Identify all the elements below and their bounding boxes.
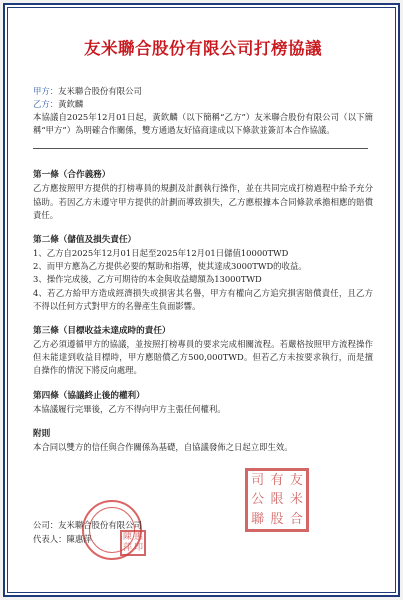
signature-rep-label: 代表人： bbox=[33, 534, 67, 544]
signature-block bbox=[33, 518, 142, 546]
appendix-text: 本合同以雙方的信任與合作關係為基礎，自協議發佈之日起立即生效。 bbox=[33, 441, 293, 452]
seal-char: 限 bbox=[270, 492, 284, 508]
party-a-label: 甲方： bbox=[33, 86, 59, 96]
section-1-text: 乙方應按照甲方提供的打榜專員的規劃及計劃執行操作，並在共同完成打榜過程中給予充分協助。若因乙方未遵守甲方提供的計劃而導致損失，乙方應根據本合同條款承擔相應的賠償責任。 bbox=[33, 183, 373, 220]
party-b-value: 黃欽麟 bbox=[58, 99, 84, 109]
seal-char: 有 bbox=[270, 473, 284, 489]
party-a bbox=[33, 85, 373, 98]
appendix-heading: 附則 bbox=[33, 428, 51, 439]
section-4-text: 本協議履行完畢後，乙方不得向甲方主張任何權利。 bbox=[33, 403, 226, 414]
party-a-value: 友米聯合股份有限公司 bbox=[58, 86, 142, 96]
section-2-heading: 第二條（儲值及損失責任） bbox=[33, 235, 137, 246]
section-1-heading: 第一條（合作義務） bbox=[33, 170, 111, 181]
section-2-item-2: 2、而甲方應為乙方提供必要的幫助和指導，使其達成3000TWD的收益。 bbox=[33, 261, 307, 272]
section-2-item-1: 1、乙方自2025年12月01日起至2025年12月01日儲值10000TWD bbox=[33, 248, 289, 259]
seal-char: 陳 bbox=[122, 532, 132, 542]
seal-char: 公 bbox=[251, 492, 265, 508]
seal-char: 聯 bbox=[251, 511, 265, 527]
party-b-label: 乙方： bbox=[33, 99, 59, 109]
seal-char: 股 bbox=[270, 511, 284, 527]
seal-char: 惠 bbox=[133, 532, 143, 542]
section-4-heading: 第四條（協議終止後的權利） bbox=[33, 390, 145, 401]
document-body bbox=[33, 35, 373, 454]
seal-char: 司 bbox=[251, 473, 265, 489]
party-b bbox=[33, 98, 373, 111]
seal-char: 米 bbox=[289, 492, 303, 508]
section-3-text: 乙方必須遵循甲方的協議，並按照打榜專員的要求完成相關流程。若嚴格按照甲方流程操作但未能達到收益目標時，甲方應賠償乙方500,000TWD。但若乙方未按要求執行，而是擅自操作的情況下將反向處理。 bbox=[33, 339, 373, 376]
signature-company-value: 友米聯合股份有限公司 bbox=[58, 520, 142, 530]
section-2-item-4: 4、若乙方給甲方造成經濟損失或損害其名譽，甲方有權向乙方追究損害賠償責任，且乙方不得以任何方式對甲方的名譽產生負面影響。 bbox=[33, 287, 373, 311]
company-square-seal-icon bbox=[245, 468, 309, 532]
signature-representative bbox=[33, 532, 142, 546]
page-title: 友米聯合股份有限公司打榜協議 bbox=[84, 39, 322, 58]
section-2-item-3: 3、操作完成後，乙方可期待的本金與收益總額為13000TWD bbox=[33, 274, 262, 285]
signature-company-label: 公司： bbox=[33, 520, 59, 530]
divider bbox=[33, 148, 368, 149]
seal-char: 萍 bbox=[122, 543, 132, 553]
seal-char: 友 bbox=[289, 473, 303, 489]
intro-paragraph: 本協議自2025年12月01日起，黃欽麟（以下簡稱“乙方”）友米聯合股份有限公司（以下簡稱“甲方”）為明確合作關係，雙方通過友好協商達成以下條款並簽訂本合作協議。 bbox=[33, 112, 373, 136]
signature-rep-value: 陳惠萍 bbox=[66, 534, 92, 544]
seal-char: 印 bbox=[133, 543, 143, 553]
signature-company bbox=[33, 518, 142, 532]
seal-char: 合 bbox=[289, 511, 303, 527]
section-3-heading: 第三條（目標收益未達成時的責任） bbox=[33, 326, 171, 337]
